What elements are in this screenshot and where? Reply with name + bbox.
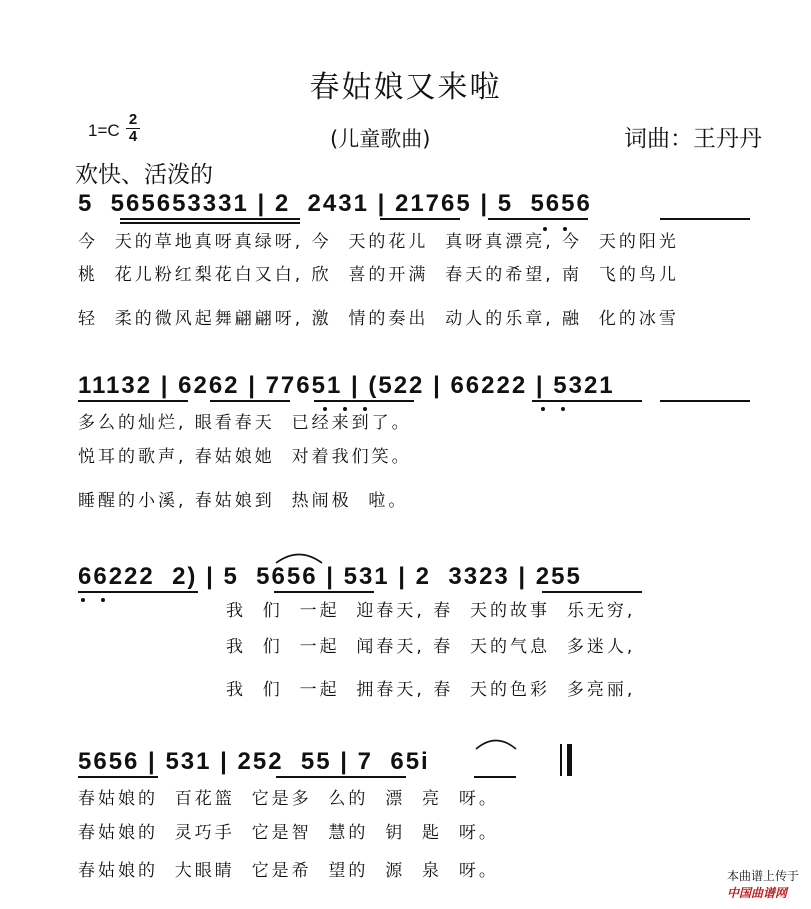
lyric-line: 我 们 一起 迎春天, 春 天的故事 乐无穷,	[226, 601, 636, 621]
beam-line	[542, 591, 642, 593]
notation-line: 5 565653331 | 2 2431 | 21765 | 5 5656	[78, 190, 592, 217]
footer-site: 中国曲谱网	[726, 886, 787, 900]
octave-dot	[561, 407, 565, 411]
octave-dot	[563, 227, 567, 231]
beam-line	[488, 218, 588, 220]
octave-dot	[543, 227, 547, 231]
time-signature	[126, 112, 140, 145]
notation-line: 5656 | 531 | 252 55 | 7 65i	[78, 748, 430, 775]
subtitle: (儿童歌曲)	[330, 127, 431, 151]
tempo-marking: 欢快、活泼的	[75, 162, 213, 188]
octave-dot	[541, 407, 545, 411]
key-signature: 1=C	[88, 121, 120, 140]
lyric-line: 我 们 一起 拥春天, 春 天的色彩 多亮丽,	[226, 680, 636, 700]
beam-line	[78, 776, 158, 778]
beam-line	[314, 400, 414, 402]
beam-line	[78, 400, 188, 402]
song-title: 春姑娘又来啦	[309, 70, 502, 105]
beam-line	[78, 591, 198, 593]
credit: 词曲：王丹丹	[624, 126, 762, 152]
beam-line	[474, 776, 516, 778]
final-barline	[560, 744, 562, 776]
beam-line	[120, 218, 300, 220]
beam-line	[380, 218, 460, 220]
lyric-line: 春姑娘的 百花篮 它是多 么的 漂 亮 呀。	[78, 789, 499, 809]
octave-dot	[343, 407, 347, 411]
notation-line: 11132 | 6262 | 77651 | (522 | 66222 | 5321	[78, 372, 615, 399]
beam-line	[120, 222, 300, 224]
beam-line	[532, 400, 642, 402]
lyric-line: 我 们 一起 闻春天, 春 天的气息 多迷人,	[226, 637, 636, 657]
octave-dot	[323, 407, 327, 411]
beam-line	[274, 591, 374, 593]
octave-dot	[101, 598, 105, 602]
octave-dot	[363, 407, 367, 411]
slur-mark	[474, 736, 518, 750]
lyric-line: 睡醒的小溪, 春姑娘到 热闹极 啦。	[78, 491, 409, 511]
lyric-line: 轻 柔的微风起舞翩翩呀, 激 情的奏出 动人的乐章, 融 化的冰雪	[78, 309, 679, 329]
notation-line: 66222 2) | 5 5656 | 531 | 2 3323 | 255	[78, 563, 582, 590]
time-signature-top: 2	[126, 112, 140, 129]
beam-line	[210, 400, 290, 402]
octave-dot	[81, 598, 85, 602]
time-signature-bottom: 4	[128, 128, 138, 145]
footer-watermark	[719, 853, 799, 901]
beam-line	[276, 776, 406, 778]
final-barline	[567, 744, 572, 776]
footer-text: 本曲谱上传于	[726, 869, 799, 883]
lyric-line: 春姑娘的 灵巧手 它是智 慧的 钥 匙 呀。	[78, 823, 499, 843]
beam-line	[660, 218, 750, 220]
beam-line	[660, 400, 750, 402]
slur-mark	[274, 550, 324, 564]
lyric-line: 悦耳的歌声, 春姑娘她 对着我们笑。	[78, 447, 412, 467]
lyric-line: 桃 花儿粉红梨花白又白, 欣 喜的开满 春天的希望, 南 飞的鸟儿	[78, 265, 679, 285]
lyric-line: 今 天的草地真呀真绿呀, 今 天的花儿 真呀真漂亮, 今 天的阳光	[78, 232, 679, 252]
lyric-line: 春姑娘的 大眼睛 它是希 望的 源 泉 呀。	[78, 861, 499, 881]
lyric-line: 多么的灿烂, 眼看春天 已经来到了。	[78, 413, 412, 433]
